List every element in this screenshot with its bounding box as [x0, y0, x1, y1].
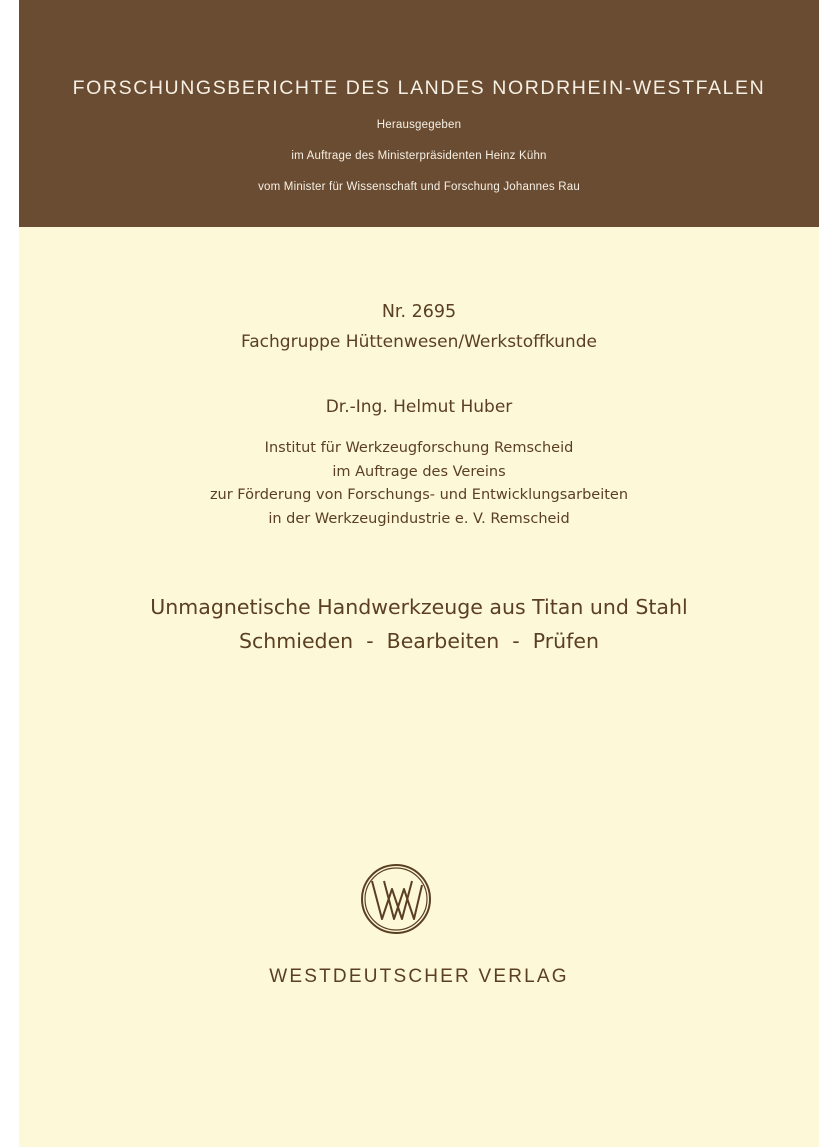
editor-line-3: vom Minister für Wissenschaft und Forschung Johannes Rau — [258, 181, 580, 193]
editor-line-2: im Auftrage des Ministerpräsidenten Heinz Kühn — [291, 150, 547, 162]
institution-block — [19, 437, 819, 531]
institution-line: in der Werkzeugindustrie e. V. Remscheid — [268, 510, 570, 527]
institution-line: Institut für Werkzeugforschung Remscheid — [264, 440, 574, 456]
wv-monogram-icon — [360, 863, 432, 935]
author-name: Dr.-Ing. Helmut Huber — [325, 397, 513, 417]
subtitle-line: Schmieden - Bearbeiten - Prüfen — [239, 629, 599, 653]
editor-line-1: Herausgegeben — [376, 119, 462, 131]
series-title: FORSCHUNGSBERICHTE DES LANDES NORDRHEIN-WESTFALEN — [72, 77, 766, 99]
book-title — [19, 590, 819, 658]
series-header-band — [19, 0, 819, 227]
publisher-name: WESTDEUTSCHER VERLAG — [269, 966, 569, 987]
title-line: Unmagnetische Handwerkzeuge aus Titan und Stahl — [150, 595, 688, 619]
institution-line: im Auftrage des Vereins — [332, 463, 506, 480]
subject-group: Fachgruppe Hüttenwesen/Werkstoffkunde — [241, 332, 597, 352]
report-number: Nr. 2695 — [381, 302, 457, 322]
institution-line: zur Förderung von Forschungs- und Entwicklungsarbeiten — [209, 487, 629, 503]
book-cover — [19, 0, 819, 1147]
